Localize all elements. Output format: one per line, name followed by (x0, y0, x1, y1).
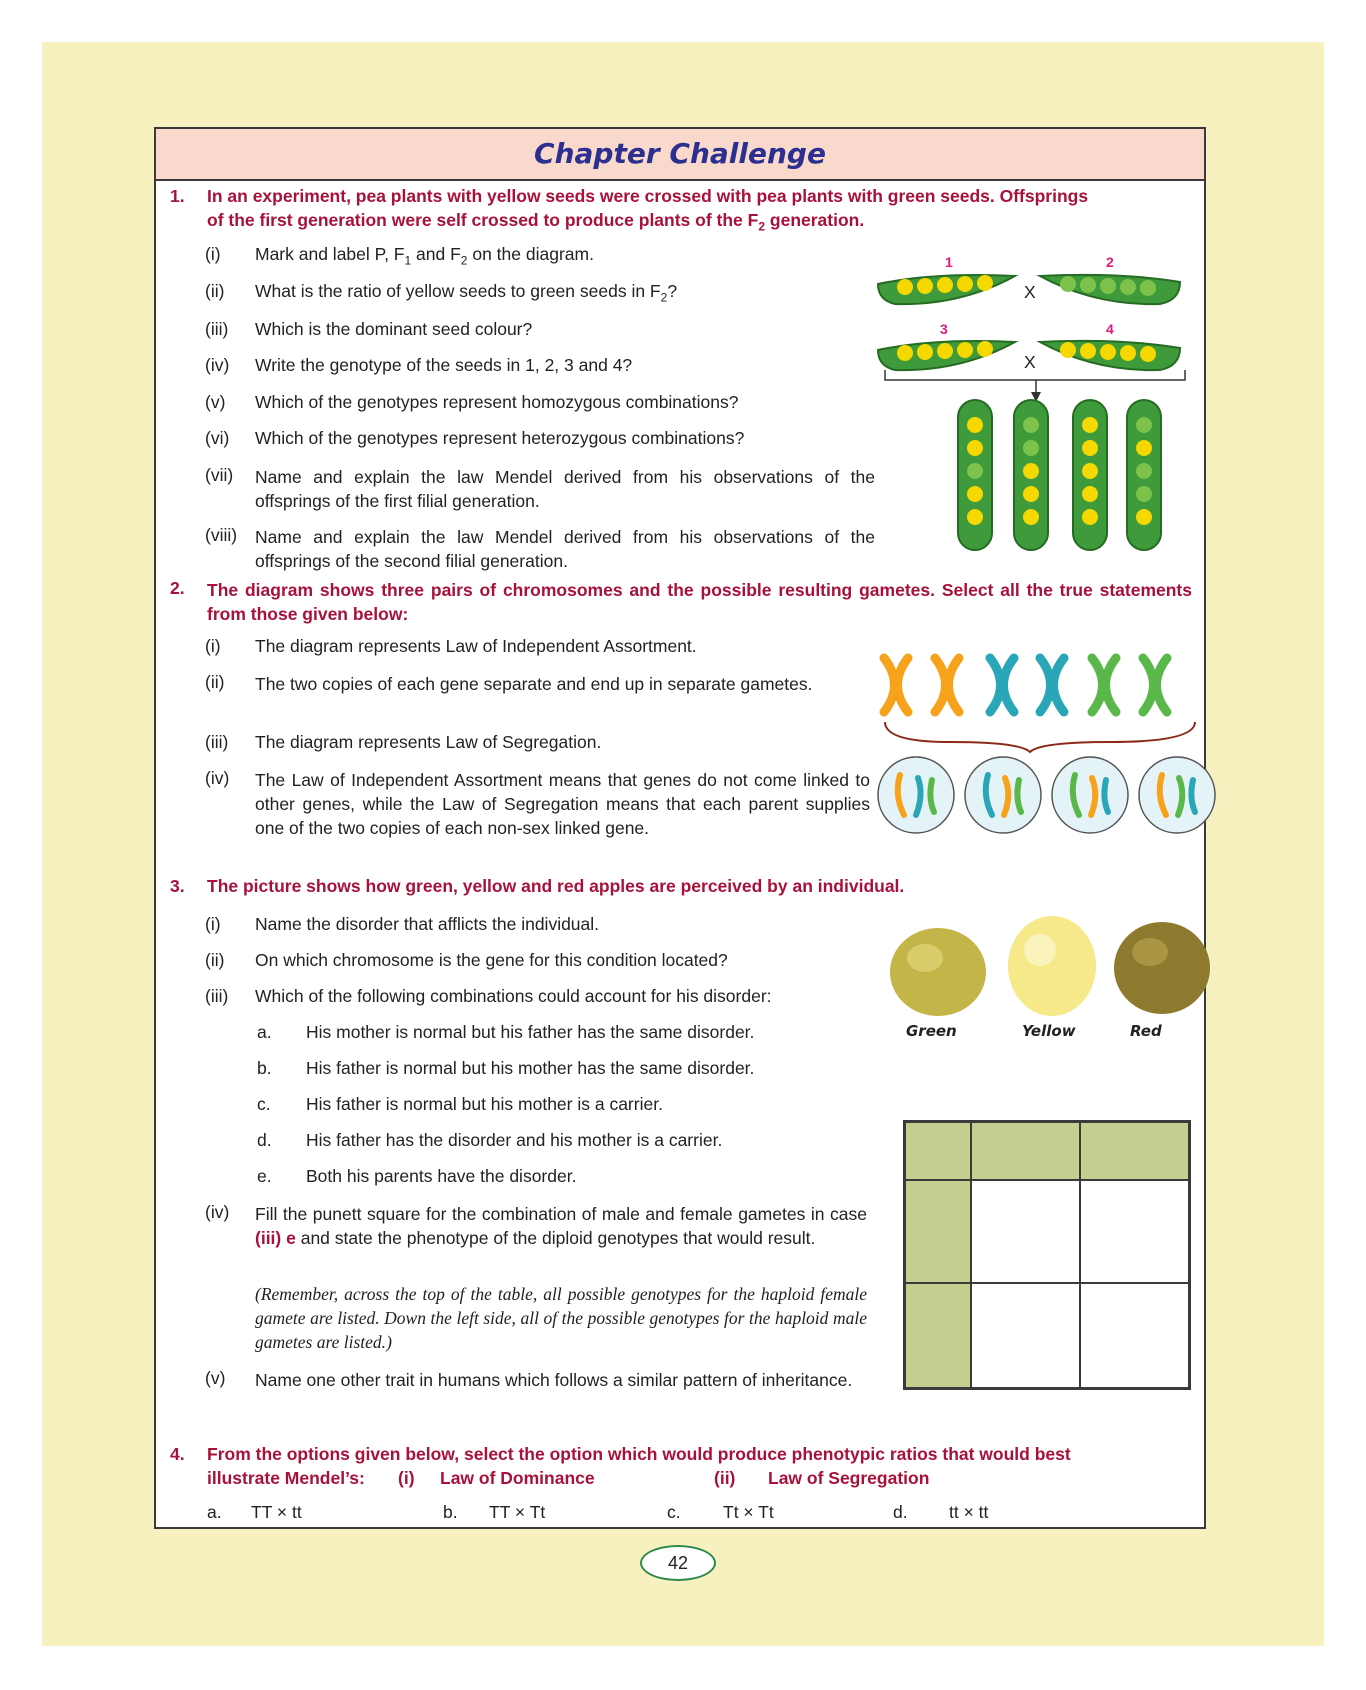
question-3-text: The picture shows how green, yellow and red apples are perceived by an individual. (207, 876, 905, 896)
punnett-square (903, 1120, 1191, 1390)
punnett-header-cell[interactable] (1080, 1122, 1189, 1180)
pea-pod-1 (878, 275, 1015, 304)
q1-item-number: (vii) (205, 465, 234, 485)
question-4-text-line1: From the options given below, select the option which would produce phenotypic ratios that would best (207, 1444, 1071, 1464)
q1-item-text: Which of the genotypes represent homozygous combinations? (255, 392, 739, 412)
q4-option-letter: d. (893, 1502, 908, 1522)
question-4-text-line2: illustrate Mendel’s: (207, 1468, 365, 1488)
q3-option-letter: b. (257, 1058, 272, 1078)
law-i-number: (i) (398, 1468, 415, 1488)
q3-option-letter: d. (257, 1130, 272, 1150)
punnett-cell[interactable] (971, 1283, 1080, 1388)
q3-item-text: Fill the punett square for the combination of male and female gametes in case (iii) e and state the phenotype of the diploid genotypes that would result. (255, 1204, 867, 1248)
punnett-side-cell[interactable] (905, 1180, 971, 1283)
question-1-text-line2: of the first generation were self crossed to produce plants of the $F_2$ generation. (207, 210, 865, 234)
question-2-number: 2. (170, 578, 185, 598)
law-ii-number: (ii) (714, 1468, 736, 1488)
page-number: 42 (640, 1545, 716, 1581)
pod-label-4: 4 (1106, 321, 1114, 337)
cross-symbol: X (1024, 282, 1036, 302)
q1-item-text: Write the genotype of the seeds in 1, 2, 3 and 4? (255, 355, 633, 375)
q4-option-text: TT × tt (251, 1502, 302, 1522)
q2-item-number: (i) (205, 636, 221, 656)
q3-option-letter: a. (257, 1022, 272, 1042)
apple-label-red: Red (1130, 1022, 1162, 1040)
gamete-circles (878, 757, 1215, 833)
q1-item-number: (iii) (205, 319, 229, 339)
q2-item-text: The diagram represents Law of Segregation. (255, 732, 602, 752)
q3-item-text: On which chromosome is the gene for this condition located? (255, 950, 728, 970)
q1-item-number: (iv) (205, 355, 230, 375)
q1-item-text: Which of the genotypes represent heterozygous combinations? (255, 428, 745, 448)
q2-item-text: The Law of Independent Assortment means that genes do not come linked to other genes, while the Law of Segregation means that each parent supplies one of the two copies of each non-sex linked gene. (255, 770, 870, 838)
punnett-cell[interactable] (1080, 1180, 1189, 1283)
pod-label-1: 1 (945, 254, 953, 270)
q3-item-text: Name the disorder that afflicts the individual. (255, 914, 600, 934)
q3-item-text: Name one other trait in humans which follows a similar pattern of inheritance. (255, 1370, 853, 1390)
q2-item-number: (iv) (205, 768, 230, 788)
q3-option-text: His mother is normal but his father has the same disorder. (306, 1022, 755, 1042)
q4-option-text: Tt × Tt (723, 1502, 774, 1522)
q3-item-number: (ii) (205, 950, 225, 970)
pod-label-3: 3 (940, 321, 948, 337)
q3-item-number: (iii) (205, 986, 229, 1006)
q4-option-letter: a. (207, 1502, 222, 1522)
q3-item-text: Which of the following combinations could account for his disorder: (255, 986, 772, 1006)
punnett-cell[interactable] (971, 1180, 1080, 1283)
punnett-side-cell[interactable] (905, 1283, 971, 1388)
q1-item-text: What is the ratio of yellow seeds to green seeds in $F_2$? (255, 281, 678, 305)
q3-option-text: His father is normal but his mother has the same disorder. (306, 1058, 755, 1078)
q1-item-text: Which is the dominant seed colour? (255, 319, 533, 339)
q3-option-letter: c. (257, 1094, 271, 1114)
chromosome-pairs (884, 658, 1167, 712)
pea-pod-2 (1040, 275, 1180, 304)
q2-item-text: The diagram represents Law of Independent Assortment. (255, 636, 697, 656)
question-2-text: The diagram shows three pairs of chromosomes and the possible resulting gametes. Select all the true statements from those given below: (207, 580, 1192, 624)
q3-item-number: (i) (205, 914, 221, 934)
offspring-pod-4 (1127, 400, 1161, 550)
offspring-pod-2 (1014, 400, 1048, 550)
apple-label-yellow: Yellow (1022, 1022, 1076, 1040)
q2-item-text: The two copies of each gene separate and end up in separate gametes. (255, 674, 813, 694)
cross-symbol: X (1024, 352, 1036, 372)
question-1-number: 1. (170, 186, 185, 206)
q3-note: (Remember, across the top of the table, all possible genotypes for the haploid female gamete are listed. Down the left side, all of the possible genotypes for the haploid male gametes are listed.) (255, 1284, 867, 1352)
q4-option-letter: c. (667, 1502, 681, 1522)
q1-item-number: (v) (205, 392, 226, 412)
q4-option-text: tt × tt (949, 1502, 989, 1522)
q1-item-number: (i) (205, 244, 221, 264)
apple-images (890, 916, 1210, 1016)
q3-item-number: (iv) (205, 1202, 230, 1222)
gamete-brace (885, 722, 1195, 752)
q3-item-number: (v) (205, 1368, 226, 1388)
punnett-cell[interactable] (1080, 1283, 1189, 1388)
pod-label-2: 2 (1106, 254, 1114, 270)
q1-item-number: (ii) (205, 281, 225, 301)
apple-label-green: Green (906, 1022, 957, 1040)
question-4-number: 4. (170, 1444, 185, 1464)
q2-item-number: (iii) (205, 732, 229, 752)
q3-option-text: Both his parents have the disorder. (306, 1166, 577, 1186)
punnett-corner-cell (905, 1122, 971, 1180)
law-i-text: Law of Dominance (440, 1468, 595, 1488)
q3-option-letter: e. (257, 1166, 272, 1186)
offspring-pod-1 (958, 400, 992, 550)
q1-item-number: (viii) (205, 525, 238, 545)
q1-item-number: (vi) (205, 428, 230, 448)
question-3-number: 3. (170, 876, 185, 896)
q3-option-text: His father is normal but his mother is a carrier. (306, 1094, 663, 1114)
punnett-header-cell[interactable] (971, 1122, 1080, 1180)
q4-option-text: TT × Tt (489, 1502, 546, 1522)
question-1-text-line1: In an experiment, pea plants with yellow seeds were crossed with pea plants with green seeds. Offsprings (207, 186, 1089, 206)
law-ii-text: Law of Segregation (768, 1468, 930, 1488)
pea-pod-4 (1040, 341, 1180, 370)
chapter-title: Chapter Challenge (534, 137, 826, 170)
q1-item-text: Name and explain the law Mendel derived from his observations of the offsprings of the first filial generation. (255, 467, 875, 511)
pea-pod-3 (878, 341, 1015, 370)
q1-item-text: Mark and label P, $F_1$ and $F_2$ on the diagram. (255, 244, 594, 268)
q1-item-text: Name and explain the law Mendel derived from his observations of the offsprings of the second filial generation. (255, 527, 875, 571)
q3-option-text: His father has the disorder and his mother is a carrier. (306, 1130, 723, 1150)
q4-option-letter: b. (443, 1502, 458, 1522)
offspring-pod-3 (1073, 400, 1107, 550)
q2-item-number: (ii) (205, 672, 225, 692)
bracket-line (885, 370, 1185, 380)
